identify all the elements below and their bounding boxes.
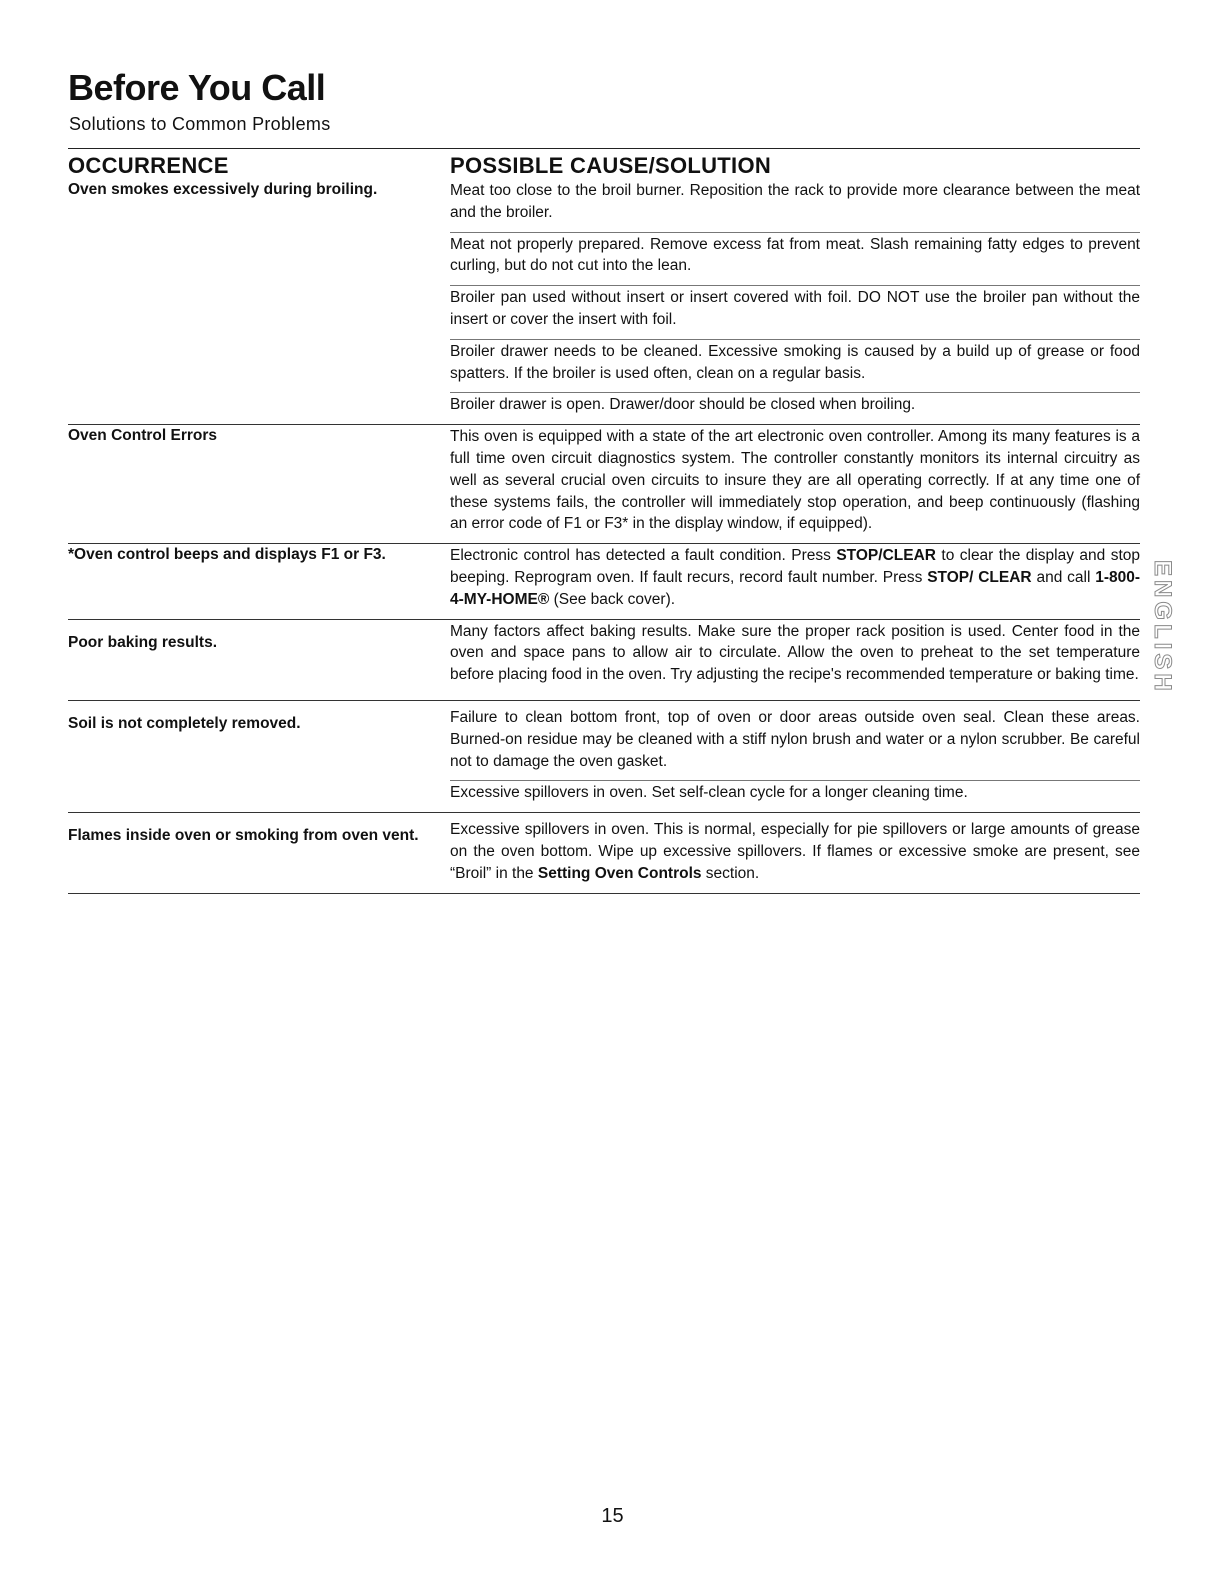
- solutions-cell: [450, 179, 1140, 424]
- solution-item: Meat too close to the broil burner. Reposition the rack to provide more clearance between the meat and the broiler.: [450, 179, 1140, 233]
- solution-item: Excessive spillovers in oven. Set self-clean cycle for a longer cleaning time.: [450, 784, 968, 802]
- occurrence-cell: Oven Control Errors: [68, 427, 217, 445]
- solutions-cell: [450, 425, 1140, 543]
- table-row: [68, 544, 1140, 619]
- solution-text: (See back cover).: [549, 590, 676, 608]
- troubleshooting-table: [68, 148, 1140, 894]
- table-row: [68, 620, 1140, 701]
- occurrence-cell: Soil is not completely removed.: [68, 714, 301, 732]
- solution-item: Broiler pan used without insert or insert covered with foil. DO NOT use the broiler pan without the insert or cover the insert with foil.: [450, 286, 1140, 340]
- table-row: [68, 701, 1140, 813]
- occurrence-cell: *Oven control beeps and displays F1 or F3.: [68, 546, 386, 564]
- solution-text: section.: [701, 864, 760, 882]
- solutions-cell: [450, 620, 1140, 700]
- section-reference: Setting Oven Controls: [537, 864, 702, 882]
- solution-item: Failure to clean bottom front, top of oven or door areas outside oven seal. Clean these areas. Burned-on residue may be cleaned with a stiff nylon brush and water or a nylon scrubber. Be careful not to damage the oven gasket.: [450, 701, 1140, 781]
- solution-item: Many factors affect baking results. Make sure the proper rack position is used. Center food in the oven and space pans to allow air to circulate. Allow the oven to preheat to the set temperature before placing food in the oven. Try adjusting the recipe's recommended temperature or baking time.: [450, 622, 1140, 684]
- page-subtitle: Solutions to Common Problems: [69, 114, 331, 134]
- solution-column-header: POSSIBLE CAUSE/SOLUTION: [450, 153, 772, 178]
- table-header: [68, 149, 1140, 179]
- solutions-cell: [450, 701, 1140, 812]
- phone-number: 1-800-4-MY-HOME®: [450, 568, 1141, 608]
- solutions-cell: [450, 544, 1140, 618]
- solutions-cell: [450, 813, 1140, 892]
- table-row: [68, 813, 1140, 893]
- stop-clear-key-label: STOP/ CLEAR: [927, 568, 1032, 586]
- solution-text: to clear the display and stop beeping. Reprogram oven. If fault recurs, record fault number. Press: [450, 547, 1140, 586]
- solution-item: [450, 544, 1140, 618]
- occurrence-column-header: OCCURRENCE: [68, 153, 229, 178]
- solution-item: This oven is equipped with a state of the art electronic oven controller. Among its many features is a full time oven circuit diagnostics system. The controller constantly monitors its internal circuitry as well as several crucial oven circuits to insure they are all operating correctly. If at any time one of these systems fails, the controller will immediately stop operation, and beep continuously (flashing an error code of F1 or F3* in the display window, if equipped).: [450, 428, 1140, 533]
- page-number: 15: [601, 1505, 624, 1527]
- solution-text: Electronic control has detected a fault condition. Press: [450, 547, 837, 565]
- solution-text: Excessive spillovers in oven. This is normal, especially for pie spillovers or large amounts of grease on the oven bottom. Wipe up excessive spillovers. If flames or excessive smoke are present, see “Broil” in the: [450, 821, 1140, 882]
- solution-item: Broiler drawer is open. Drawer/door should be closed when broiling.: [450, 396, 916, 414]
- solution-item: [450, 813, 1140, 892]
- language-side-tab: ENGLISH: [1149, 560, 1176, 695]
- solution-text: and call: [1031, 568, 1096, 586]
- solution-item: Meat not properly prepared. Remove excess fat from meat. Slash remaining fatty edges to prevent curling, but do not cut into the lean.: [450, 233, 1140, 287]
- table-row: [68, 179, 1140, 425]
- table-row: [68, 425, 1140, 544]
- occurrence-cell: Oven smokes excessively during broiling.: [68, 181, 378, 198]
- occurrence-cell: Flames inside oven or smoking from oven vent.: [68, 827, 419, 845]
- stop-clear-key-label: STOP/CLEAR: [836, 547, 936, 565]
- occurrence-cell: Poor baking results.: [68, 633, 218, 651]
- solution-item: Broiler drawer needs to be cleaned. Excessive smoking is caused by a build up of grease or food spatters. If the broiler is used often, clean on a regular basis.: [450, 340, 1140, 394]
- page-title: Before You Call: [68, 67, 326, 108]
